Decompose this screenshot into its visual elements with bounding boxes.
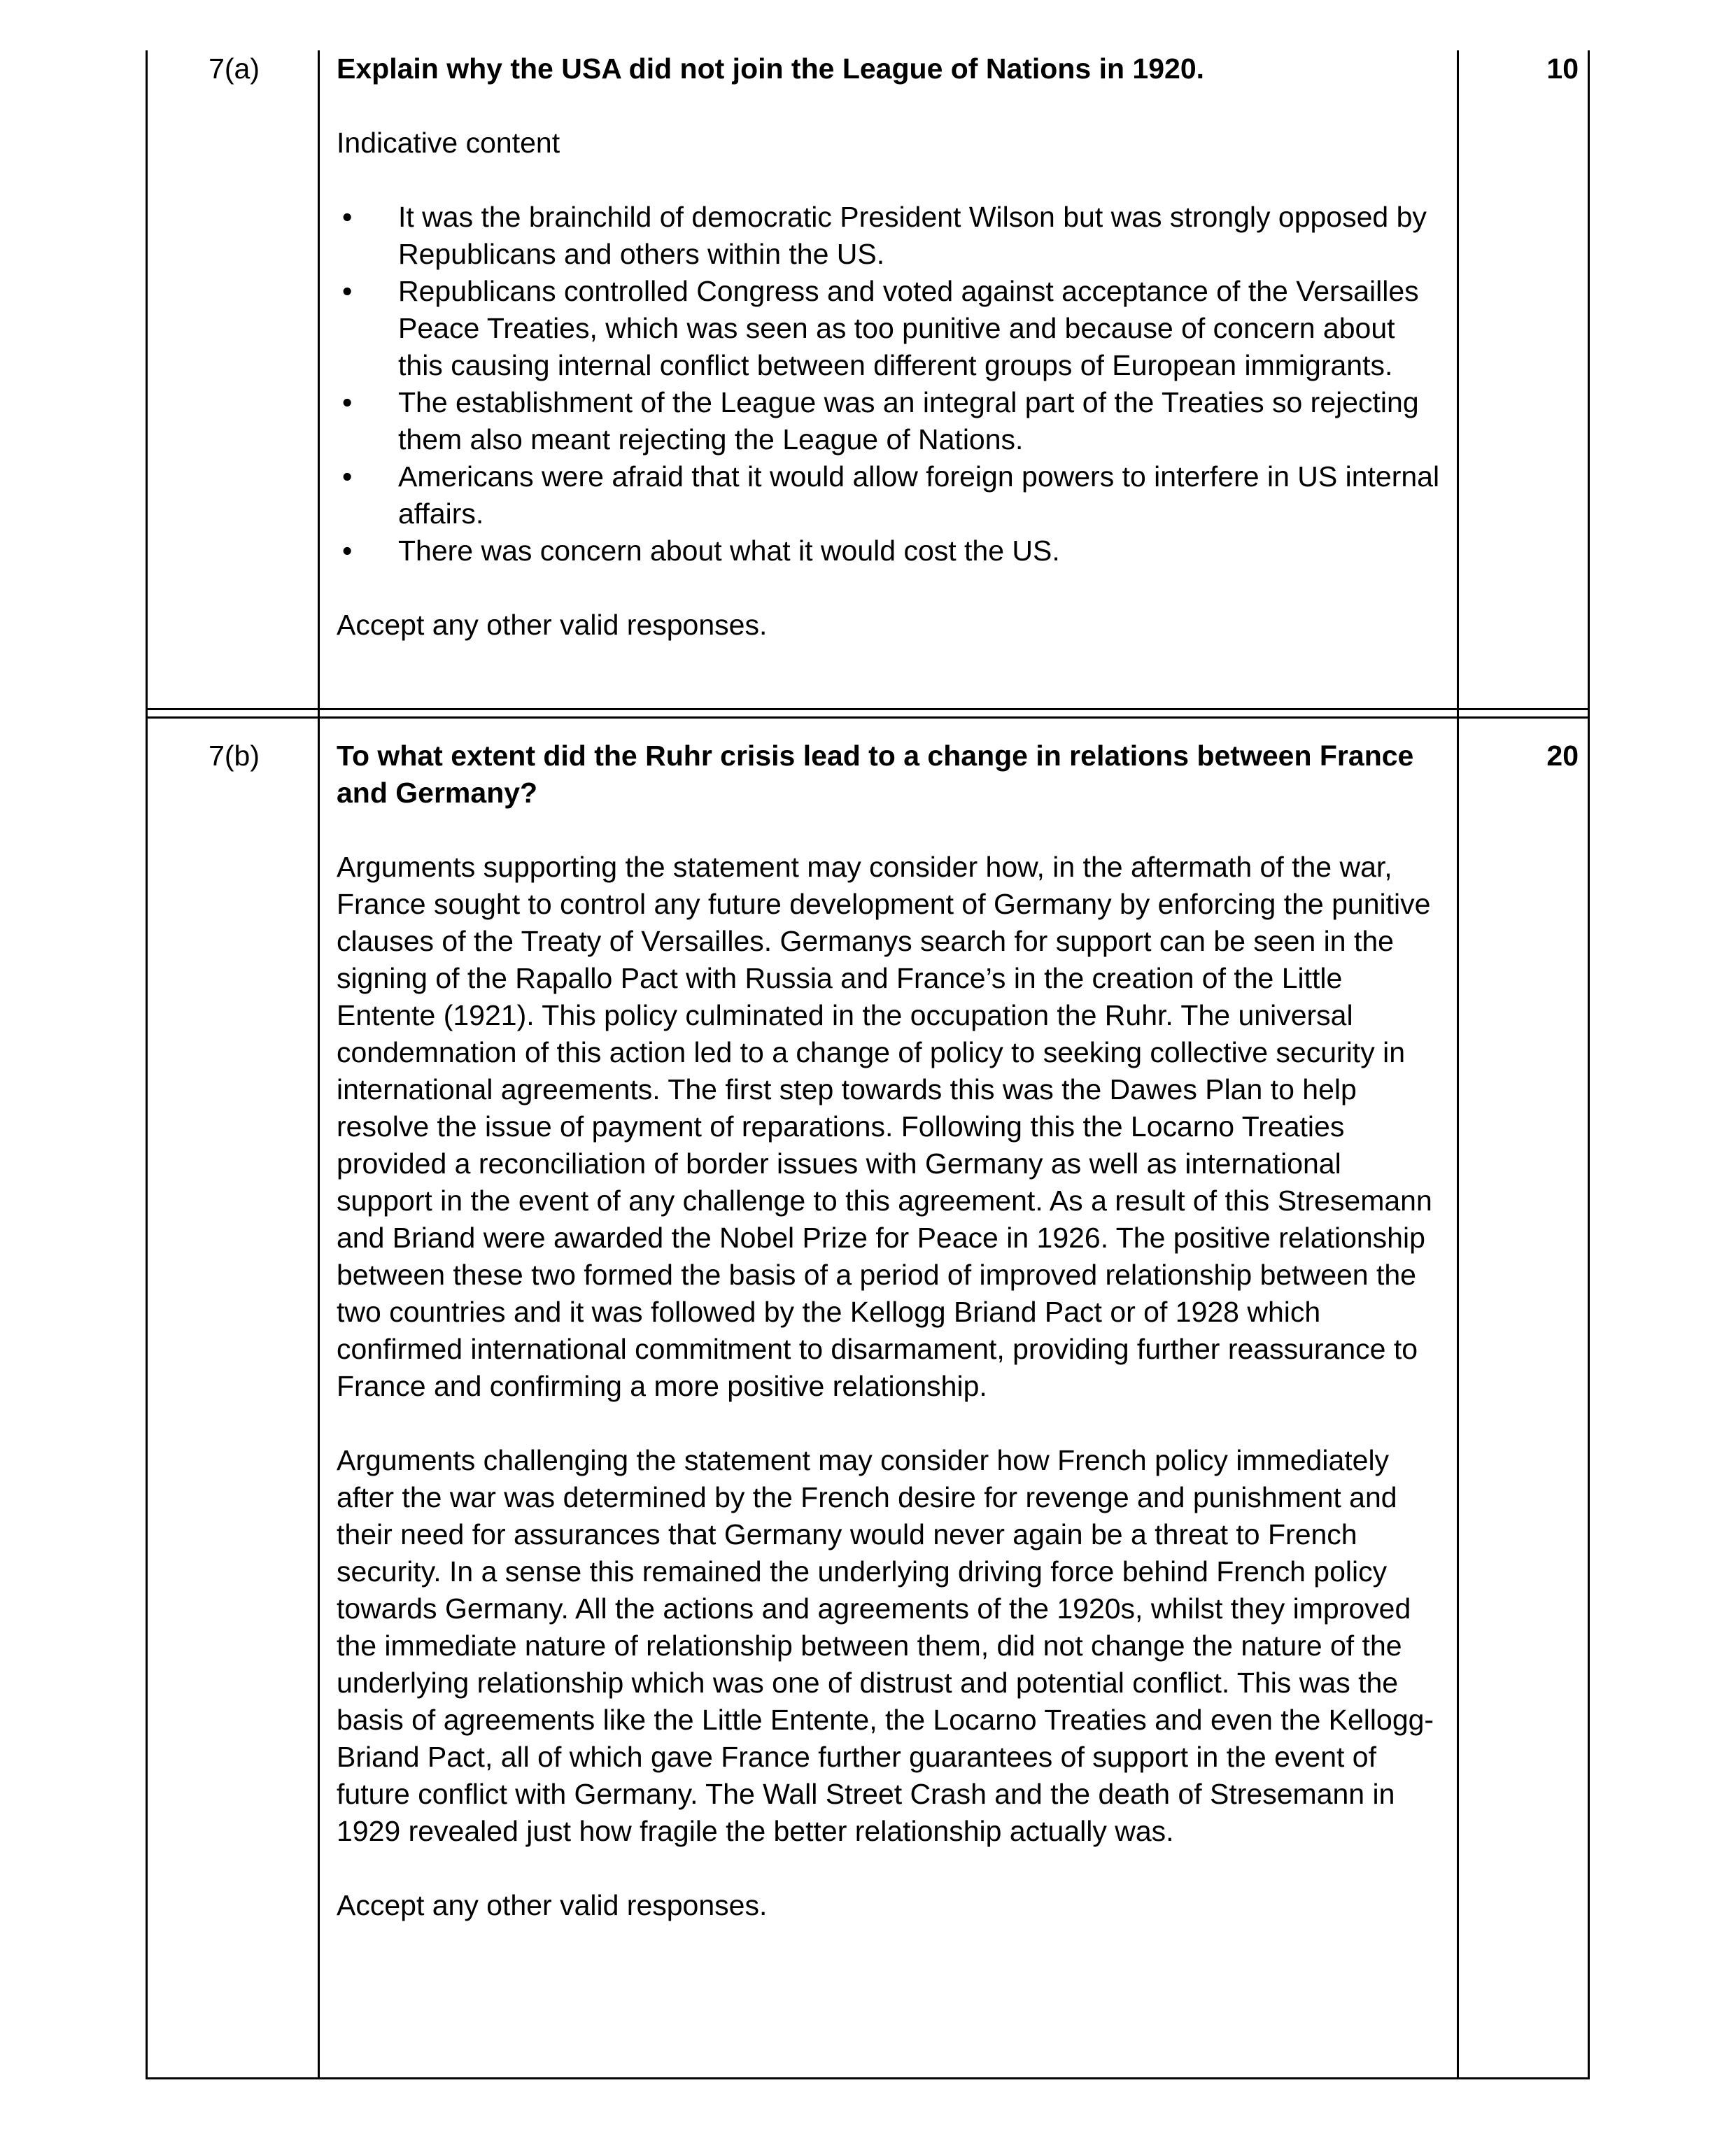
question-number: 7(b)	[209, 740, 260, 772]
question-row-7a	[148, 50, 1588, 708]
bullet-icon: •	[342, 386, 353, 418]
question-content	[337, 50, 1442, 644]
question-text: Explain why the USA did not join the League of Nations in 1920.	[337, 52, 1205, 85]
list-item: • There was concern about what it would cost the US.	[337, 532, 1442, 570]
accept-responses-note: Accept any other valid responses.	[337, 609, 768, 641]
bullet-icon: •	[342, 275, 353, 307]
list-item: • It was the brainchild of democratic President Wilson but was strongly opposed by Republicans and others within the US.	[337, 199, 1442, 273]
bullet-icon: •	[342, 201, 353, 233]
bullet-icon: •	[342, 535, 353, 567]
list-item: • Americans were afraid that it would allow foreign powers to interfere in US internal affairs.	[337, 458, 1442, 532]
question-content	[337, 737, 1442, 1924]
bullet-icon: •	[342, 460, 353, 493]
list-item: • The establishment of the League was an integral part of the Treaties so rejecting them also meant rejecting the League of Nations.	[337, 384, 1442, 458]
indicative-content-list	[337, 199, 1442, 570]
question-marks: 10	[1546, 52, 1579, 85]
mark-scheme-table	[146, 50, 1590, 2079]
list-item: • Republicans controlled Congress and voted against acceptance of the Versailles Peace Treaties, which was seen as too punitive and because of concern about this causing internal conflict between different groups of European immigrants.	[337, 273, 1442, 384]
challenging-arguments-paragraph: Arguments challenging the statement may consider how French policy immediately after the war was determined by the French desire for revenge and punishment and their need for assurances that Germany would never again be a threat to French security. In a sense this remained the underlying driving force behind French policy towards Germany. All the actions and agreements of the 1920s, whilst they improved the immediate nature of relationship between them, did not change the nature of the underlying relationship which was one of distrust and potential conflict. This was the basis of agreements like the Little Entente, the Locarno Treaties and even the Kellogg-Briand Pact, all of which gave France further guarantees of support in the event of future conflict with Germany. The Wall Street Crash and the death of Stresemann in 1929 revealed just how fragile the better relationship actually was.	[337, 1444, 1434, 1847]
accept-responses-note: Accept any other valid responses.	[337, 1889, 768, 1921]
question-text: To what extent did the Ruhr crisis lead to a change in relations between France and Germany?	[337, 740, 1414, 809]
question-row-7b	[148, 737, 1588, 2074]
indicative-content-heading: Indicative content	[337, 127, 560, 159]
question-number: 7(a)	[209, 52, 260, 85]
row-separator	[148, 716, 1588, 719]
question-marks: 20	[1546, 740, 1579, 772]
supporting-arguments-paragraph: Arguments supporting the statement may consider how, in the aftermath of the war, France sought to control any future development of Germany by enforcing the punitive clauses of the Treaty of Versailles. Germanys search for support can be seen in the signing of the Rapallo Pact with Russia and France’s in the creation of the Little Entente (1921). This policy culminated in the occupation the Ruhr. The universal condemnation of this action led to a change of policy to seeking collective security in international agreements. The first step towards this was the Dawes Plan to help resolve the issue of payment of reparations. Following this the Locarno Treaties provided a reconciliation of border issues with Germany as well as international support in the event of any challenge to this agreement. As a result of this Stresemann and Briand were awarded the Nobel Prize for Peace in 1926. The positive relationship between these two formed the basis of a period of improved relationship between the two countries and it was followed by the Kellogg Briand Pact or of 1928 which confirmed international commitment to disarmament, providing further reassurance to France and confirming a more positive relationship.	[337, 851, 1432, 1402]
row-separator	[148, 708, 1588, 710]
